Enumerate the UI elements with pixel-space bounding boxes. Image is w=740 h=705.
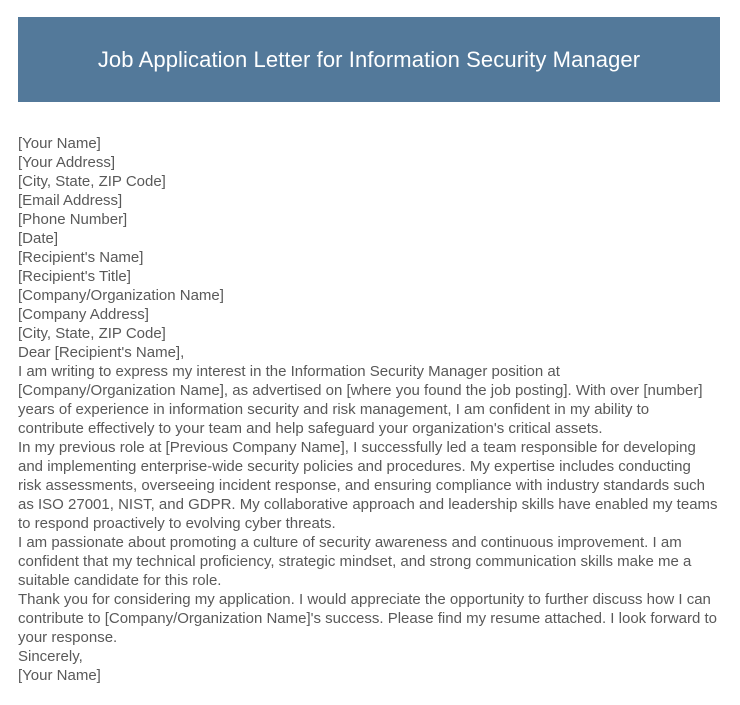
address-line: [Company/Organization Name] [18,287,224,304]
address-line: [Recipient's Title] [18,268,131,285]
body-paragraph: I am writing to express my interest in the Information Security Manager position at [Company/Organization Name], as advertised on [where you found the job posting]. With over [number] years of experience in information security and risk management, I am confident in my ability to contribute effectively to your team and help safeguard your organization's critical assets. [18,363,703,437]
signature-name: [Your Name] [18,667,101,684]
address-line: [Email Address] [18,192,123,209]
address-line: [Your Address] [18,154,116,171]
address-line: [Your Name] [18,135,101,152]
body-paragraph: I am passionate about promoting a culture of security awareness and continuous improvement. I am confident that my technical proficiency, strategic mindset, and strong communication skills make me a suitable candidate for this role. [18,534,692,589]
sender-recipient-address-block [18,134,718,343]
address-line: [City, State, ZIP Code] [18,325,166,342]
letter-body [18,134,718,685]
address-line: [Recipient's Name] [18,249,144,266]
address-line: [Phone Number] [18,211,128,228]
address-line: [City, State, ZIP Code] [18,173,166,190]
salutation: Dear [Recipient's Name], [18,344,185,361]
body-paragraph: Thank you for considering my application. I would appreciate the opportunity to further discuss how I can contribute to [Company/Organization Name]'s success. Please find my resume attached. I look forward to your response. [18,591,718,646]
document-header-banner [18,17,720,102]
document-title: Job Application Letter for Information Security Manager [97,46,641,72]
address-line: [Date] [18,230,59,247]
body-paragraph: In my previous role at [Previous Company Name], I successfully led a team responsible for developing and implementing enterprise-wide security policies and procedures. My expertise includes conducting risk assessments, overseeing incident response, and ensuring compliance with industry standards such as ISO 27001, NIST, and GDPR. My collaborative approach and leadership skills have enabled my teams to respond proactively to evolving cyber threats. [18,439,718,532]
address-line: [Company Address] [18,306,149,323]
closing-line: Sincerely, [18,648,83,665]
